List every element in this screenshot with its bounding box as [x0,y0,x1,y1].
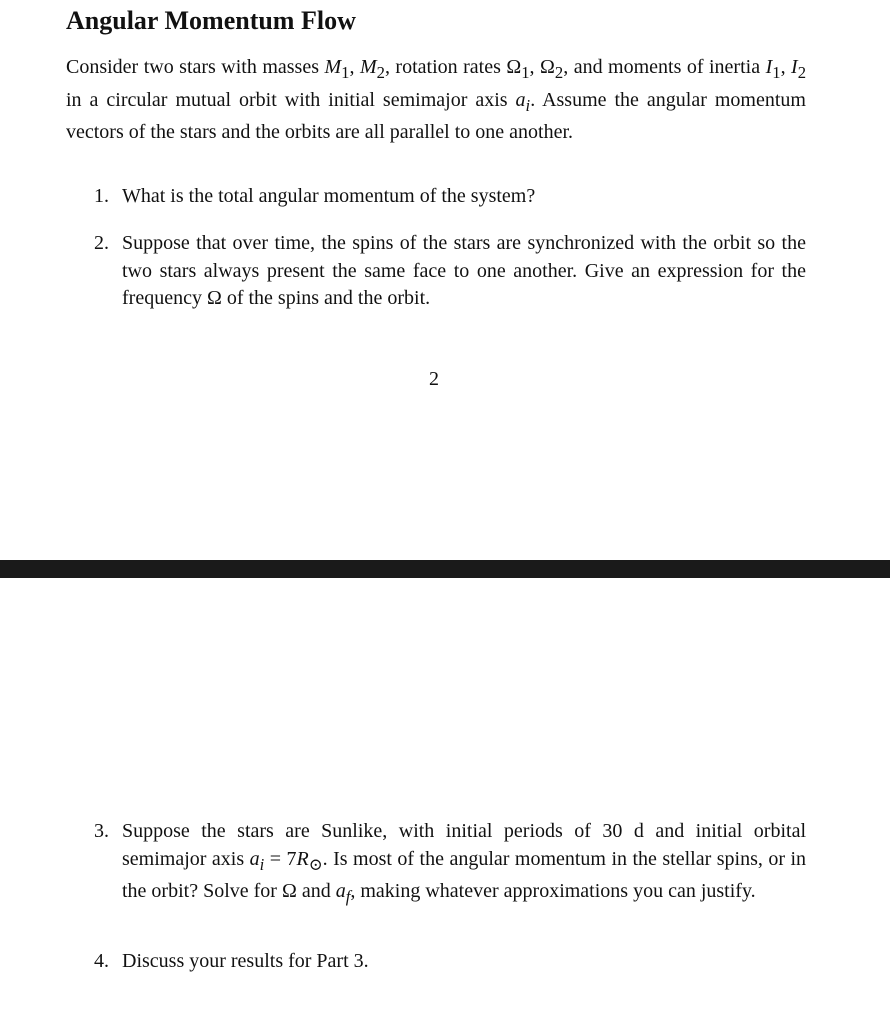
symbol-inertia: I [791,56,798,78]
symbol-omega: Ω [281,880,297,902]
question-text: Discuss your results for Part 3. [122,950,369,972]
page-divider [0,560,890,578]
intro-text: . Assume the angular momentum vectors of the stars and the orbits are all parallel to one another. [66,88,806,143]
question-1 [94,183,806,211]
separator: , [780,56,792,78]
symbol-omega: Ω [506,56,522,78]
symbol-semimajor-axis: a [249,847,260,870]
subscript: 2 [554,63,564,82]
question-text: What is the total angular momentum of the system? [122,185,536,207]
intro-text: Consider two stars with masses [66,56,325,78]
intro-paragraph [66,54,806,147]
question-text-part: , making whatever approximations you can justify. [350,880,756,902]
question-2 [94,230,806,313]
question-text-part: Suppose that over time, the spins of the stars are synchronized with the orbit so the two stars always present the same face to one another. Give an expression for the frequency [122,232,806,309]
intro-text: in a circular mutual orbit with initial semimajor axis [66,88,516,111]
equation-part: = 7 [264,847,297,870]
question-3 [94,818,806,911]
question-number: 4. [94,950,109,972]
subscript: 1 [772,63,781,82]
subscript: 1 [521,63,530,82]
question-text [122,230,806,313]
symbol-omega: Ω [540,56,555,78]
symbol-inertia: I [765,56,773,78]
question-text-part: . Is most of the angular momentum in the stellar spins, or in the orbit? Solve for [122,847,807,902]
subscript-sun-symbol: ⊙ [308,854,323,874]
question-number: 3. [94,820,109,842]
subscript: i [525,95,531,115]
symbol-semimajor-axis: a [515,88,526,111]
question-number: 2. [94,232,109,254]
separator: , [349,56,360,78]
symbol-solar-radius: R [296,847,309,870]
symbol-mass: M [324,56,342,78]
subscript: 2 [797,63,807,82]
subscript: f [345,887,351,906]
subscript: 2 [376,63,385,82]
question-text-part: Suppose the stars are Sunlike, with initial periods of 30 d and initial orbital semimajor axis [122,820,806,870]
page-number: 2 [429,368,439,390]
subscript: 1 [341,63,350,82]
intro-text: , and moments of inertia [563,56,766,78]
symbol-final-axis: a [335,880,346,902]
question-4 [94,948,806,976]
symbol-omega: Ω [206,287,222,309]
question-number: 1. [94,185,109,207]
question-text [122,818,806,911]
question-text-part: of the spins and the orbit. [221,287,431,309]
separator: , [529,56,541,78]
page-title: Angular Momentum Flow [66,6,356,35]
question-text-part: and [296,880,336,902]
intro-text: , rotation rates [384,56,507,78]
subscript: i [259,854,265,874]
symbol-mass: M [359,56,377,78]
